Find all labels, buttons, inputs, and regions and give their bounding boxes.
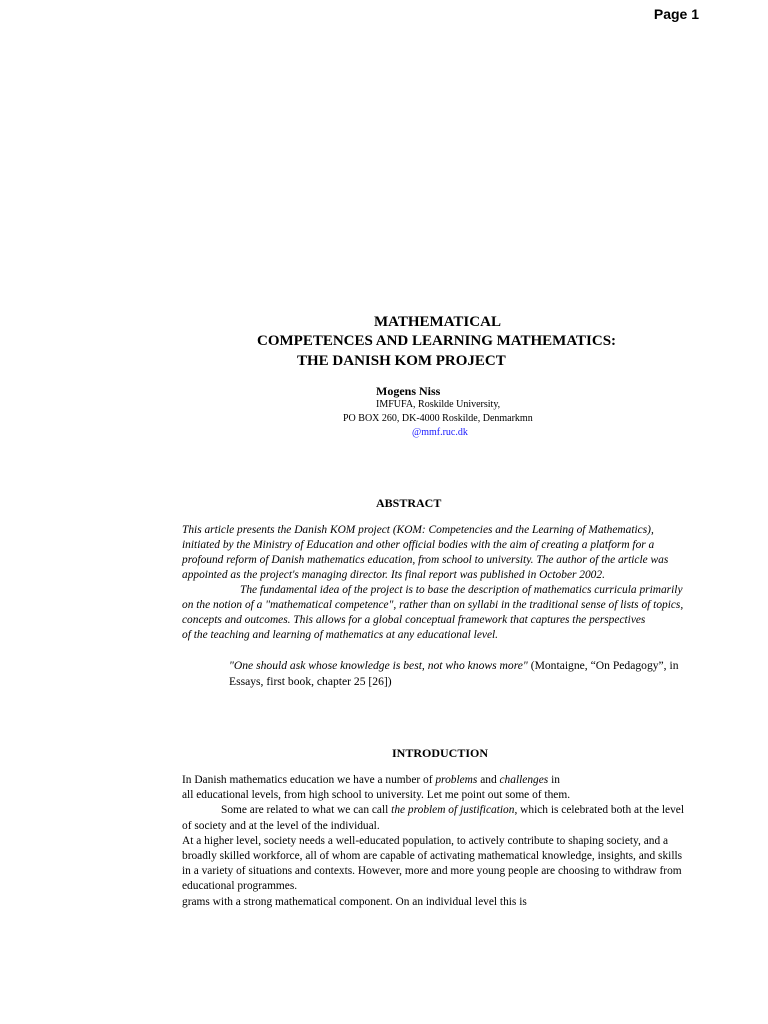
- intro-line: At a higher level, society needs a well-educated population, to actively contribute to shaping society, and a: [182, 834, 669, 847]
- abstract-heading: ABSTRACT: [376, 496, 442, 510]
- intro-text: in: [548, 774, 560, 786]
- intro-text: , which is celebrated both at the level: [514, 804, 684, 817]
- author-email-link[interactable]: @mmf.ruc.dk: [412, 427, 468, 438]
- author-address: PO BOX 260, DK-4000 Roskilde, Denmarkmn: [343, 413, 533, 424]
- intro-line: broadly skilled workforce, all of whom are capable of activating mathematical knowledge, insights, and skills: [182, 850, 683, 863]
- abstract-line: of the teaching and learning of mathematics at any educational level.: [182, 629, 499, 641]
- abstract-line: profound reform of Danish mathematics education, from school to university. The author of the article was: [182, 554, 669, 566]
- intro-text: and: [477, 774, 500, 786]
- intro-text: In Danish mathematics education we have a number of: [182, 774, 436, 786]
- quote-text: "One should ask whose knowledge is best, not who knows more": [229, 659, 528, 672]
- intro-emphasis: problems: [435, 774, 478, 786]
- intro-text: Some are related to what we can call: [221, 804, 392, 817]
- abstract-body: [182, 523, 702, 643]
- quote-line-1: [229, 658, 679, 674]
- intro-emphasis: challenges: [499, 774, 549, 786]
- intro-line: in a variety of situations and contexts. However, more and more young people are choosing to withdraw from: [182, 865, 682, 878]
- intro-line: [182, 803, 702, 818]
- epigraph-quote: [229, 658, 679, 690]
- intro-line: [182, 773, 702, 788]
- introduction-heading: INTRODUCTION: [392, 746, 489, 760]
- abstract-line: This article presents the Danish KOM project (KOM: Competencies and the Learning of Mathematics),: [182, 524, 654, 536]
- abstract-line: appointed as the project's managing director. Its final report was published in October 2002.: [182, 569, 605, 581]
- intro-emphasis: the problem of justification: [391, 804, 515, 817]
- quote-line-2: Essays, first book, chapter 25 [26]): [229, 675, 392, 688]
- abstract-line: initiated by the Ministry of Education and other official bodies with the aim of creating a platform for a: [182, 539, 655, 551]
- title-line-1: MATHEMATICAL: [374, 314, 501, 330]
- abstract-line: concepts and outcomes. This allows for a global conceptual framework that captures the perspectives: [182, 614, 646, 626]
- author-name: Mogens Niss: [376, 384, 441, 398]
- intro-line: educational programmes.: [182, 880, 298, 893]
- title-line-2: COMPETENCES AND LEARNING MATHEMATICS:: [257, 333, 617, 349]
- title-line-3: THE DANISH KOM PROJECT: [297, 353, 506, 369]
- intro-line: of society and at the level of the individual.: [182, 819, 380, 832]
- introduction-body: [182, 773, 702, 910]
- intro-line: grams with a strong mathematical component. On an individual level this is: [182, 895, 527, 908]
- abstract-line: on the notion of a "mathematical competence", rather than on syllabi in the traditional sense of lists of topics,: [182, 599, 684, 611]
- intro-line: all educational levels, from high school to university. Let me point out some of them.: [182, 789, 571, 802]
- author-affiliation: IMFUFA, Roskilde University,: [376, 399, 501, 410]
- page-number: Page 1: [653, 6, 699, 22]
- abstract-line: The fundamental idea of the project is to base the description of mathematics curricula primarily: [240, 584, 683, 596]
- quote-source: (Montaigne, “On Pedagogy”, in: [527, 659, 679, 672]
